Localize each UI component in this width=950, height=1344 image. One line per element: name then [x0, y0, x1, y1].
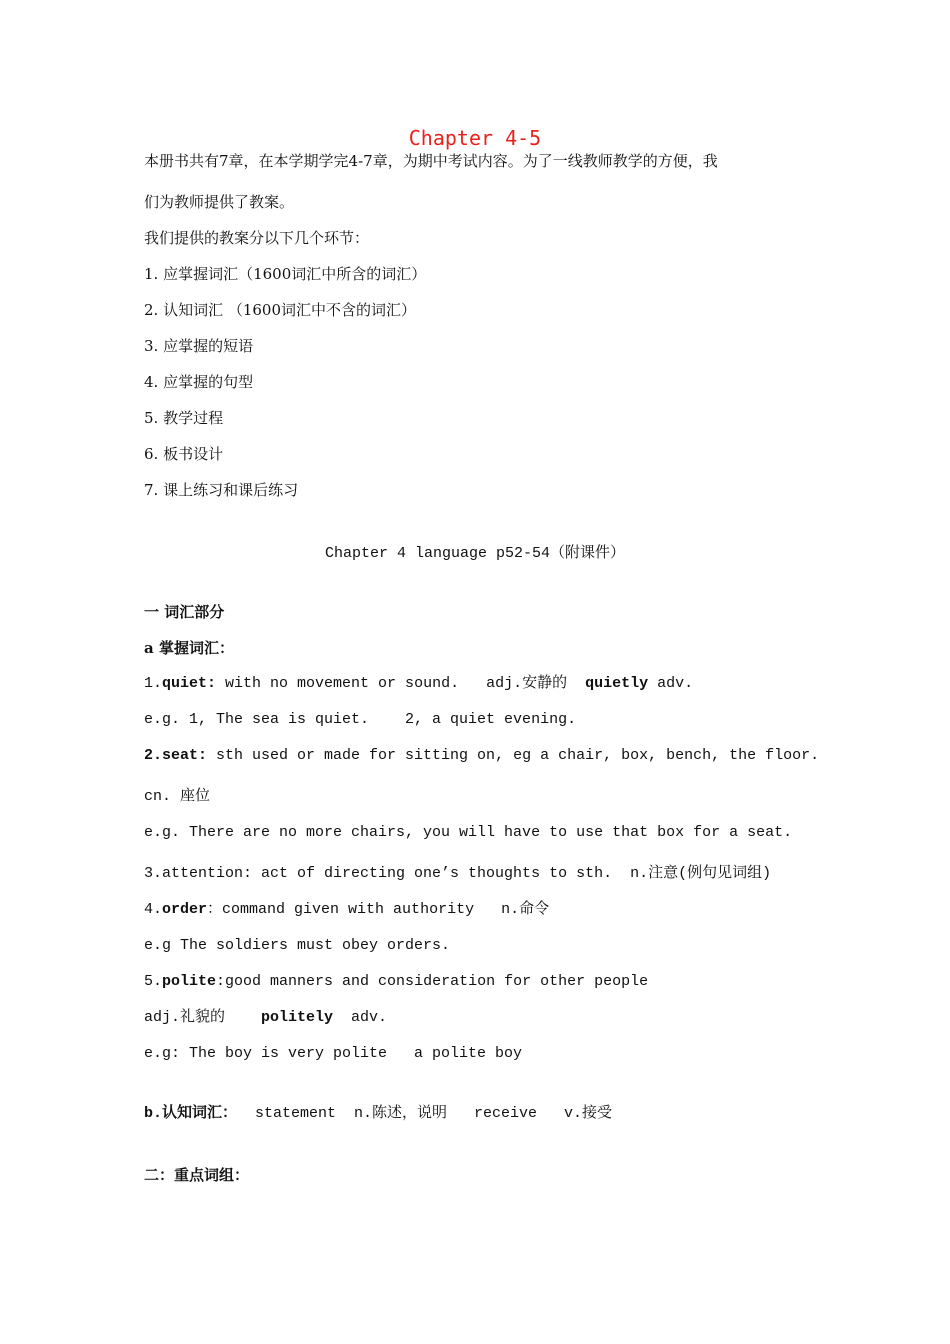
section-title: Chapter 4 language p52-54（附课件） — [324, 545, 626, 562]
entry-example: e.g. 1, The sea is quiet. 2, a quiet evening. — [144, 711, 577, 728]
entry-word: quiet: — [162, 675, 217, 692]
entry-number: 4. — [144, 901, 163, 918]
sub-heading-b-label: b.认知词汇： — [144, 1105, 238, 1122]
entry-example: e.g The soldiers must obey orders. — [144, 937, 451, 954]
intro-line-3: 我们提供的教案分以下几个环节： — [144, 229, 370, 247]
entry-quiet — [144, 674, 693, 694]
step-item: 4. 应掌握的句型 — [144, 373, 254, 391]
entry-polite — [144, 972, 648, 992]
step-item: 6. 板书设计 — [144, 445, 224, 463]
entry-definition: :good manners and consideration for other people — [216, 973, 649, 990]
sub-heading-b — [144, 1104, 612, 1124]
entry-definition: with no movement or sound. adj.安静的 — [216, 675, 586, 692]
entry-word: polite — [162, 973, 217, 990]
entry-number: 1. — [144, 675, 163, 692]
step-item: 5. 教学过程 — [144, 409, 224, 427]
entry-polite-pos — [144, 1008, 387, 1028]
entry-adverb: quietly — [585, 675, 649, 692]
entry-word: order — [162, 901, 208, 918]
entry-number: 5. — [144, 973, 163, 990]
step-item: 7. 课上练习和课后练习 — [144, 481, 299, 499]
entry-pos: cn. 座位 — [144, 788, 211, 805]
intro-line-2: 们为教师提供了教案。 — [144, 193, 295, 211]
step-item: 3. 应掌握的短语 — [144, 337, 254, 355]
sub-heading-a: a 掌握词汇： — [144, 639, 234, 657]
entry-order — [144, 900, 549, 920]
step-item: 1. 应掌握词汇（1600词汇中所含的词汇） — [144, 265, 427, 283]
intro-line-1: 本册书共有7章，在本学期学完4-7章，为期中考试内容。为了一线教师教学的方便，我 — [144, 152, 718, 170]
recognition-words: statement n.陈述，说明 receive v.接受 — [237, 1105, 613, 1122]
entry-pos: adv. — [648, 675, 694, 692]
entry-adverb: politely — [261, 1009, 334, 1026]
entry-example: e.g. There are no more chairs, you will have to use that box for a seat. — [144, 824, 793, 841]
entry-pos: adv. — [333, 1009, 388, 1026]
entry-attention: 3.attention: act of directing one’s thoughts to sth. n.注意(例句见词组) — [144, 865, 772, 882]
entry-definition: sth used or made for sitting on, eg a chair, box, bench, the floor. — [207, 747, 820, 764]
step-item: 2. 认知词汇 （1600词汇中不含的词汇） — [144, 301, 417, 319]
part2-heading: 二：重点词组： — [144, 1166, 250, 1184]
entry-word: 2.seat: — [144, 747, 208, 764]
document-title: Chapter 4-5 — [408, 126, 542, 150]
entry-pos: adj.礼貌的 — [144, 1009, 262, 1026]
entry-example: e.g: The boy is very polite a polite boy — [144, 1045, 523, 1062]
entry-definition: ：command given with authority n.命令 — [207, 901, 550, 918]
part1-heading: 一 词汇部分 — [144, 603, 225, 621]
entry-seat — [144, 746, 819, 766]
